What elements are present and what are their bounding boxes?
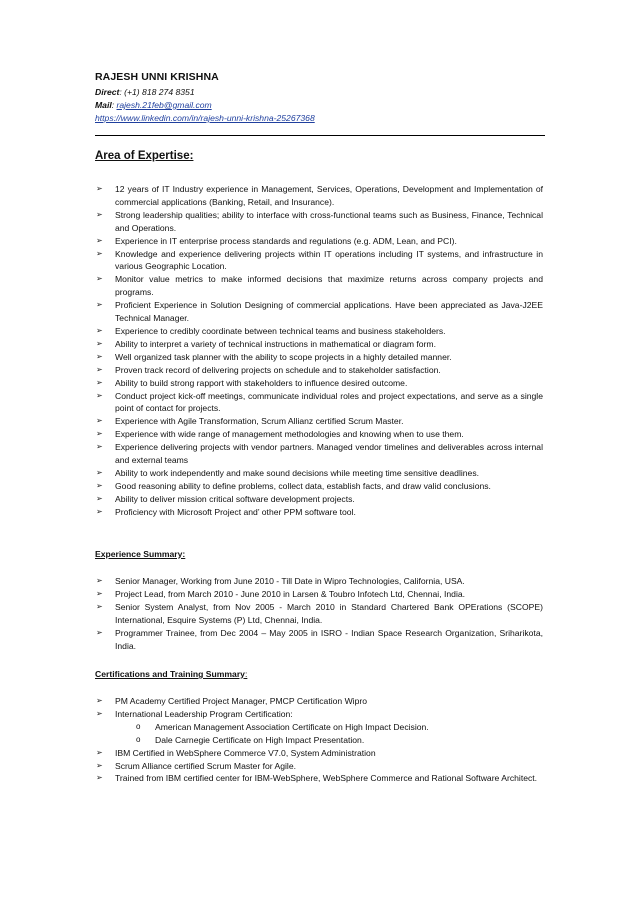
expertise-list <box>95 183 543 519</box>
arrow-bullet-icon: ➢ <box>96 442 103 452</box>
linkedin-line <box>95 113 315 123</box>
arrow-bullet-icon: ➢ <box>96 300 103 310</box>
list-item: ➢ Proficient Experience in Solution Designing of commercial applications. Have been appreciated as Java-J2EE Technical Manager. <box>96 300 543 324</box>
list-item: ➢ Experience in IT enterprise process standards and regulations (e.g. ADM, Lean, and PCI). <box>96 235 457 246</box>
arrow-bullet-icon: ➢ <box>96 390 103 400</box>
arrow-bullet-icon: ➢ <box>96 184 103 193</box>
list-item: ➢ Ability to deliver mission critical software development projects. <box>96 493 355 504</box>
list-item: ➢ Trained from IBM certified center for IBM-WebSphere, WebSphere Commerce and Rational Software Architect. <box>96 773 538 784</box>
direct-label: Direct <box>95 87 120 97</box>
experience-list <box>95 575 543 652</box>
leadership-sublist <box>115 721 543 747</box>
candidate-name: RAJESH UNNI KRISHNA <box>95 71 219 83</box>
list-item: ➢ Experience with Agile Transformation, Scrum Allianz certified Scrum Master. <box>96 416 404 427</box>
list-item: ➢ Proficiency with Microsoft Project and’ other PPM software tool. <box>96 506 356 517</box>
circle-bullet-icon: o <box>136 734 141 744</box>
list-item: ➢ Conduct project kick-off meetings, communicate individual roles and project expectations, and serve as a single point of contact for projects. <box>96 390 543 414</box>
arrow-bullet-icon: ➢ <box>96 429 103 439</box>
email-link[interactable]: rajesh.21feb@gmail.com <box>116 100 212 110</box>
arrow-bullet-icon: ➢ <box>96 364 103 374</box>
direct-phone <box>95 87 195 97</box>
arrow-bullet-icon: ➢ <box>96 274 103 284</box>
arrow-bullet-icon: ➢ <box>96 209 103 219</box>
arrow-bullet-icon: ➢ <box>96 773 103 783</box>
sub-list-item: o American Management Association Certificate on High Impact Decision. <box>136 721 429 732</box>
list-item: ➢ Experience to credibly coordinate between technical teams and business stakeholders. <box>96 325 446 336</box>
certifications-list <box>95 695 543 785</box>
arrow-bullet-icon: ➢ <box>96 480 103 490</box>
arrow-bullet-icon: ➢ <box>96 377 103 387</box>
list-item: ➢ Well organized task planner with the ability to scope projects in a highly detailed manner. <box>96 351 452 362</box>
arrow-bullet-icon: ➢ <box>96 338 103 348</box>
arrow-bullet-icon: ➢ <box>96 747 103 757</box>
list-item: ➢ Programmer Trainee, from Dec 2004 – May 2005 in ISRO - Indian Space Research Organization, Sriharikota, India. <box>96 627 543 651</box>
list-item: ➢ Proven track record of delivering projects on schedule and to stakeholder satisfaction. <box>96 364 441 375</box>
header-divider <box>95 135 545 136</box>
mail-line <box>95 100 212 110</box>
arrow-bullet-icon: ➢ <box>96 235 103 245</box>
list-item: ➢ Project Lead, from March 2010 - June 2010 in Larsen & Toubro Infotech Ltd, Chennai, India. <box>96 588 466 599</box>
list-item: ➢ Senior Manager, Working from June 2010 - Till Date in Wipro Technologies, California, USA. <box>96 576 465 586</box>
experience-heading: Experience Summary: <box>95 549 186 559</box>
arrow-bullet-icon: ➢ <box>96 493 103 503</box>
arrow-bullet-icon: ➢ <box>96 708 103 718</box>
certifications-heading: Certifications and Training Summary: <box>95 669 248 679</box>
arrow-bullet-icon: ➢ <box>96 601 103 611</box>
arrow-bullet-icon: ➢ <box>96 696 103 705</box>
arrow-bullet-icon: ➢ <box>96 588 103 598</box>
list-item: ➢ Scrum Alliance certified Scrum Master for Agile. <box>96 760 297 771</box>
list-item: ➢ Experience with wide range of management methodologies and knowing when to use them. <box>96 429 464 440</box>
arrow-bullet-icon: ➢ <box>96 760 103 770</box>
list-item: ➢ IBM Certified in WebSphere Commerce V7.0, System Administration <box>96 747 376 758</box>
arrow-bullet-icon: ➢ <box>96 248 103 258</box>
sub-list-item: o Dale Carnegie Certificate on High Impact Presentation. <box>136 734 365 745</box>
arrow-bullet-icon: ➢ <box>96 325 103 335</box>
mail-separator: : <box>111 100 117 110</box>
list-item: ➢ International Leadership Program Certification: o American Management Association Certificate on High Impact Decision. o Dale Carnegie Certificate on High Impact Presentation. <box>95 708 543 747</box>
list-item: ➢ Ability to work independently and make sound decisions while meeting time sensitive deadlines. <box>96 467 480 478</box>
list-item: ➢ Good reasoning ability to define problems, collect data, establish facts, and draw valid conclusions. <box>96 480 491 491</box>
list-item: ➢ Ability to interpret a variety of technical instructions in mathematical or diagram form. <box>96 338 436 349</box>
linkedin-link[interactable]: https://www.linkedin.com/in/rajesh-unni-krishna-25267368 <box>95 113 315 123</box>
arrow-bullet-icon: ➢ <box>96 467 103 477</box>
arrow-bullet-icon: ➢ <box>96 506 103 516</box>
list-item: ➢ Monitor value metrics to make informed decisions that maximize returns across company projects and programs. <box>96 274 543 298</box>
list-item: ➢ Knowledge and experience delivering projects within IT operations including IT systems, and infrastructure in various Geographic Location. <box>96 248 543 272</box>
list-item: ➢ Senior System Analyst, from Nov 2005 - March 2010 in Standard Chartered Bank OPErations (SCOPE) International, Esquire Systems (P) Ltd, Chennai, India. <box>96 601 543 625</box>
list-item: ➢ 12 years of IT Industry experience in Management, Services, Operations, Development and Implementation of commercial applications (Banking, Retail, and Insurance). <box>96 184 543 207</box>
arrow-bullet-icon: ➢ <box>96 351 103 361</box>
arrow-bullet-icon: ➢ <box>96 416 103 426</box>
circle-bullet-icon: o <box>136 721 141 731</box>
arrow-bullet-icon: ➢ <box>96 576 103 585</box>
expertise-heading: Area of Expertise: <box>95 150 194 162</box>
direct-value: : (+1) 818 274 8351 <box>119 87 195 97</box>
list-item: ➢ Ability to build strong rapport with stakeholders to influence desired outcome. <box>96 377 408 388</box>
arrow-bullet-icon: ➢ <box>96 627 103 637</box>
mail-label: Mail <box>95 100 112 110</box>
list-item: ➢ PM Academy Certified Project Manager, PMCP Certification Wipro <box>96 696 368 706</box>
list-item: ➢ Strong leadership qualities; ability to interface with cross-functional teams such as Business, Finance, Technical and Operations. <box>96 209 543 233</box>
list-item: ➢ Experience delivering projects with vendor partners. Managed vendor timelines and deliverables across internal and external teams <box>96 442 543 466</box>
